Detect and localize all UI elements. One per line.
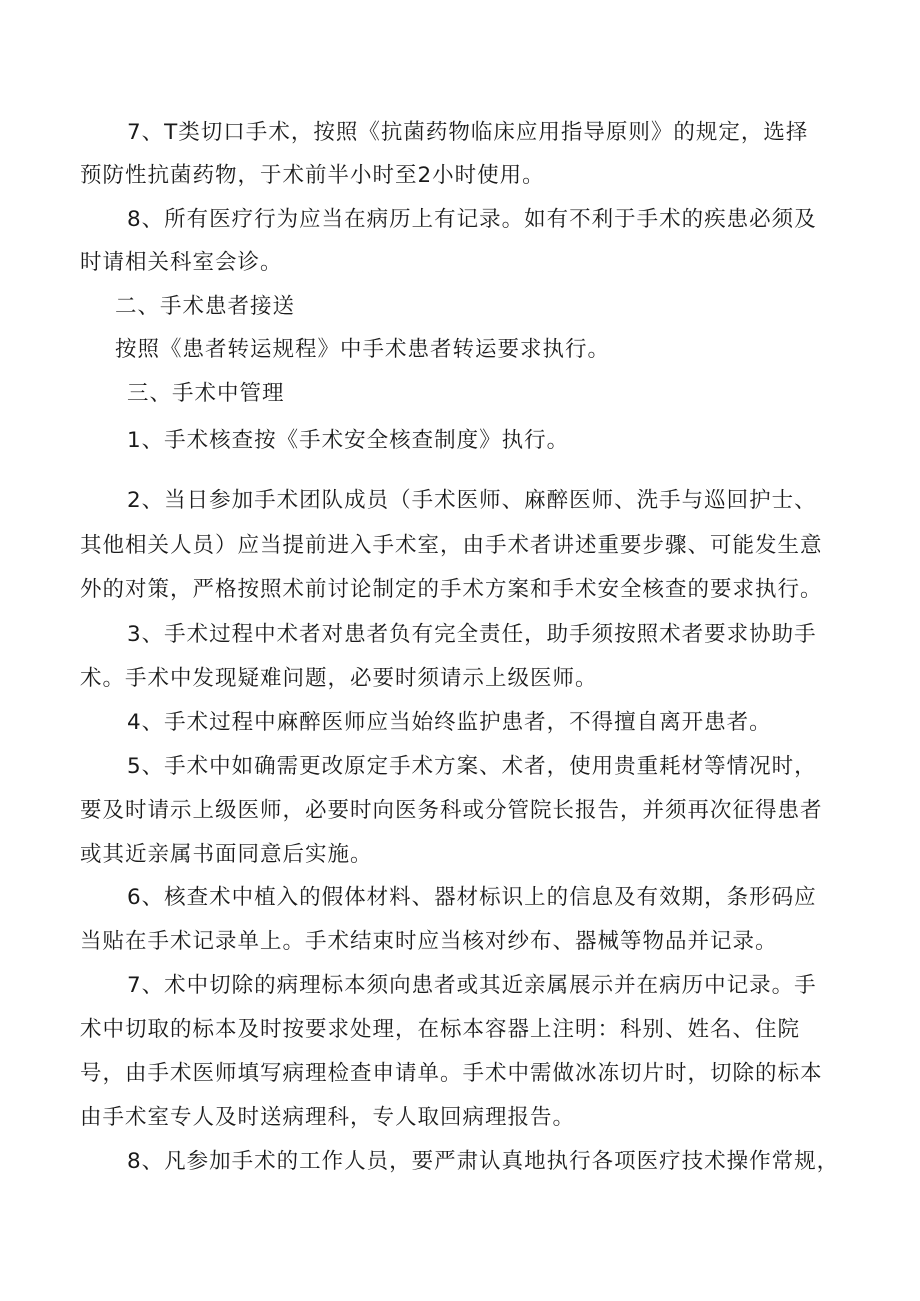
text-line: 8、凡参加手术的工作人员，要严肃认真地执行各项医疗技术操作常规，	[127, 1149, 840, 1174]
text-line: 外的对策，严格按照术前讨论制定的手术方案和手术安全核查的要求执行。	[80, 577, 823, 602]
text-line: 时请相关科室会诊。	[80, 250, 283, 275]
text-line: 6、核查术中植入的假体材料、器材标识上的信息及有效期，条形码应	[127, 885, 817, 910]
section-heading: 三、手术中管理	[127, 381, 285, 406]
text-line: 7、T类切口手术，按照《抗菌药物临床应用指导原则》的规定，选择	[127, 120, 809, 145]
text-line: 其他相关人员）应当提前进入手术室，由手术者讲述重要步骤、可能发生意	[80, 533, 823, 558]
text-line: 1、手术核查按《手术安全核查制度》执行。	[127, 428, 570, 453]
text-line: 4、手术过程中麻醉医师应当始终监护患者，不得擅自离开患者。	[127, 710, 772, 735]
text-line: 当贴在手术记录单上。手术结束时应当核对纱布、器械等物品并记录。	[80, 929, 778, 954]
text-line: 或其近亲属书面同意后实施。	[80, 842, 373, 867]
section-heading: 二、手术患者接送	[115, 294, 296, 319]
text-line: 要及时请示上级医师，必要时向医务科或分管院长报告，并须再次征得患者	[80, 798, 823, 823]
text-line: 5、手术中如确需更改原定手术方案、术者，使用贵重耗材等情况时，	[127, 754, 817, 779]
text-line: 按照《患者转运规程》中手术患者转运要求执行。	[115, 337, 611, 362]
text-line: 预防性抗菌药物，于术前半小时至2小时使用。	[80, 163, 545, 188]
text-line: 3、手术过程中术者对患者负有完全责任，助手须按照术者要求协助手	[127, 622, 817, 647]
text-line: 8、所有医疗行为应当在病历上有记录。如有不利于手术的疾患必须及	[127, 207, 817, 232]
text-line: 术中切取的标本及时按要求处理，在标本容器上注明：科别、姓名、住院	[80, 1017, 801, 1042]
text-line: 7、术中切除的病理标本须向患者或其近亲属展示并在病历中记录。手	[127, 973, 817, 998]
text-line: 2、当日参加手术团队成员（手术医师、麻醉医师、洗手与巡回护士、	[127, 488, 817, 513]
text-line: 术。手术中发现疑难问题，必要时须请示上级医师。	[80, 666, 598, 691]
text-line: 由手术室专人及时送病理科，专人取回病理报告。	[80, 1105, 576, 1130]
text-line: 号，由手术医师填写病理检查申请单。手术中需做冰冻切片时，切除的标本	[80, 1061, 823, 1086]
